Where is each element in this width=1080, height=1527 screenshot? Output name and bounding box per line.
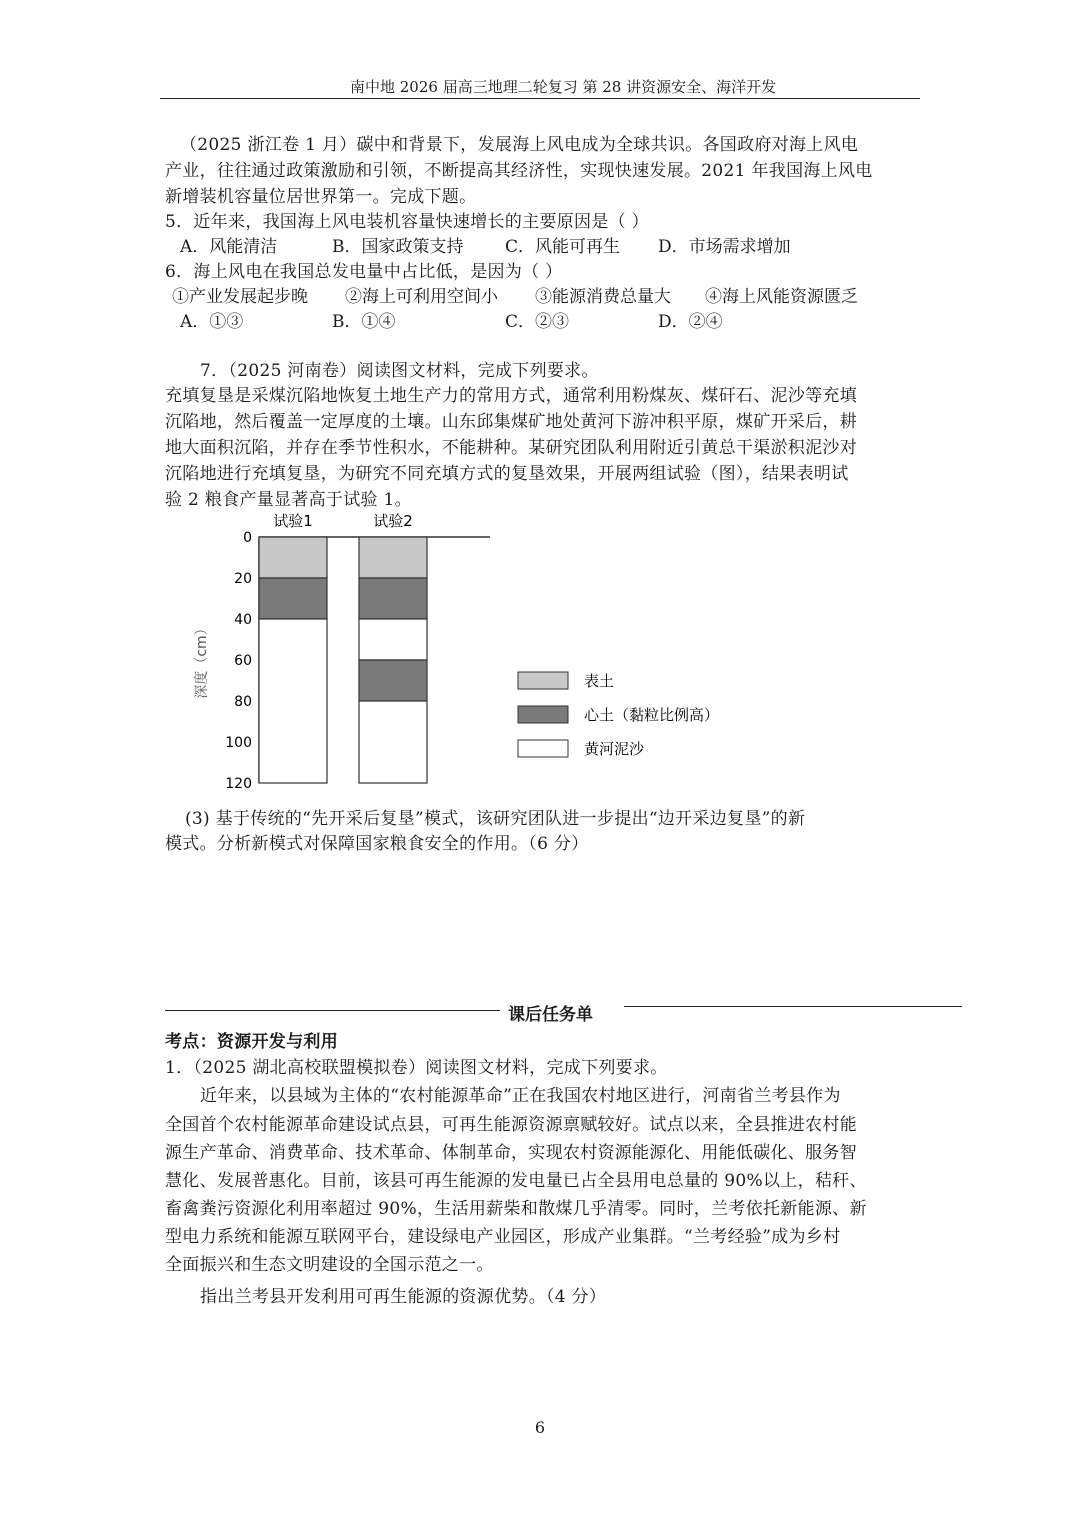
ac-line-6: 型电力系统和能源互联网平台，建设绿电产业园区，形成产业集群。“兰考经验”成为乡村 <box>165 1227 841 1247</box>
ac-line-5: 畜禽粪污资源化利用率超过 90%，生活用薪柴和散煤几乎清零。同时，兰考依托新能源、新 <box>165 1199 867 1219</box>
soil-layer-col1-3 <box>259 619 327 783</box>
q6-option-d: D．②④ <box>658 312 723 332</box>
ac-line-1: 近年来，以县域为主体的“农村能源革命”正在我国农村地区进行，河南省兰考县作为 <box>200 1086 841 1106</box>
soil-layer-col2-3 <box>359 619 427 660</box>
q7-title: 7．（2025 河南卷）阅读图文材料，完成下列要求。 <box>200 361 599 381</box>
legend-label: 黄河泥沙 <box>584 740 645 758</box>
header-rule <box>160 98 920 99</box>
legend-label: 表土 <box>584 672 615 690</box>
q6-option-c: C．②③ <box>505 312 570 332</box>
ac-line-7: 全面振兴和生态文明建设的全国示范之一。 <box>165 1255 494 1275</box>
column-label-2: 试验2 <box>373 512 413 530</box>
q7-line-2: 沉陷地，然后覆盖一定厚度的土壤。山东邱集煤矿地处黄河下游冲积平原，煤矿开采后，耕 <box>165 412 857 432</box>
topic-heading: 考点：资源开发与利用 <box>165 1032 338 1052</box>
q7-line-1: 充填复垦是采煤沉陷地恢复土地生产力的常用方式，通常利用粉煤灰、煤矸石、泥沙等充填 <box>165 386 857 406</box>
q6-option-a: A．①③ <box>180 312 244 332</box>
soil-profile-chart <box>180 500 800 800</box>
column-label-1: 试验1 <box>273 512 313 530</box>
intro-line-2: 产业，往往通过政策激励和引领，不断提高其经济性，实现快速发展。2021 年我国海上风电 <box>165 161 873 181</box>
soil-layer-col2-1 <box>359 537 427 578</box>
ac-line-2: 全国首个农村能源革命建设试点县，可再生能源资源禀赋较好。试点以来，全县推进农村能 <box>165 1115 857 1135</box>
legend-swatch <box>518 740 568 757</box>
y-tick-label: 100 <box>225 735 252 751</box>
page-header: 南中地 2026 届高三地理二轮复习 第 28 讲资源安全、海洋开发 <box>350 78 777 96</box>
ac-line-3: 源生产革命、消费革命、技术革命、体制革命，实现农村资源能源化、用能低碳化、服务智 <box>165 1143 857 1163</box>
q6-item-1: ①产业发展起步晚 <box>172 287 308 307</box>
y-tick-label: 0 <box>243 530 252 546</box>
q7-sub3-line-1: (3) 基于传统的“先开采后复垦”模式，该研究团队进一步提出“边开采边复垦”的新 <box>185 809 806 829</box>
q6-stem: 6．海上风电在我国总发电量中占比低，是因为（ ） <box>165 262 563 282</box>
legend-label: 心土（黏粒比例高） <box>584 706 720 724</box>
section-rule-right <box>624 1006 962 1007</box>
soil-layer-col1-1 <box>259 537 327 578</box>
soil-layer-col1-2 <box>259 578 327 619</box>
q6-item-3: ③能源消费总量大 <box>535 287 671 307</box>
q5-option-d: D．市场需求增加 <box>658 237 791 257</box>
q6-item-4: ④海上风能资源匮乏 <box>705 287 858 307</box>
q5-stem: 5．近年来，我国海上风电装机容量快速增长的主要原因是（ ） <box>165 212 649 232</box>
soil-layer-col2-5 <box>359 701 427 783</box>
ac-line-4: 慧化、发展普惠化。目前，该县可再生能源的发电量已占全县用电总量的 90%以上，秸秆、 <box>165 1171 867 1191</box>
q6-option-b: B．①④ <box>332 312 396 332</box>
section-title: 课后任务单 <box>508 1005 593 1025</box>
y-tick-label: 120 <box>225 776 252 792</box>
ac-q1-title: 1．（2025 湖北高校联盟模拟卷）阅读图文材料，完成下列要求。 <box>165 1058 668 1078</box>
y-tick-label: 40 <box>234 612 252 628</box>
legend-swatch <box>518 706 568 723</box>
intro-line-1: （2025 浙江卷 1 月）碳中和背景下，发展海上风电成为全球共识。各国政府对海上风电 <box>180 135 859 155</box>
page-number: 6 <box>534 1418 546 1437</box>
legend-swatch <box>518 672 568 689</box>
q7-line-4: 沉陷地进行充填复垦，为研究不同充填方式的复垦效果，开展两组试验（图），结果表明试 <box>165 464 849 484</box>
y-tick-label: 20 <box>234 571 252 587</box>
intro-line-3: 新增装机容量位居世界第一。完成下题。 <box>165 187 477 207</box>
soil-layer-col2-2 <box>359 578 427 619</box>
q5-option-c: C．风能可再生 <box>505 237 621 257</box>
section-rule-left <box>165 1010 500 1011</box>
ac-prompt: 指出兰考县开发利用可再生能源的资源优势。（4 分） <box>200 1287 607 1307</box>
q7-sub3-line-2: 模式。分析新模式对保障国家粮食安全的作用。（6 分） <box>165 834 589 854</box>
q5-option-b: B．国家政策支持 <box>332 237 464 257</box>
y-axis-label: 深度（cm） <box>194 621 210 699</box>
q5-option-a: A．风能清洁 <box>180 237 278 257</box>
q7-line-5: 验 2 粮食产量显著高于试验 1。 <box>165 490 412 510</box>
y-tick-label: 80 <box>234 694 252 710</box>
y-tick-label: 60 <box>234 653 252 669</box>
soil-layer-col2-4 <box>359 660 427 701</box>
q7-line-3: 地大面积沉陷，并存在季节性积水，不能耕种。某研究团队利用附近引黄总干渠淤积泥沙对 <box>165 438 857 458</box>
q6-item-2: ②海上可利用空间小 <box>345 287 498 307</box>
